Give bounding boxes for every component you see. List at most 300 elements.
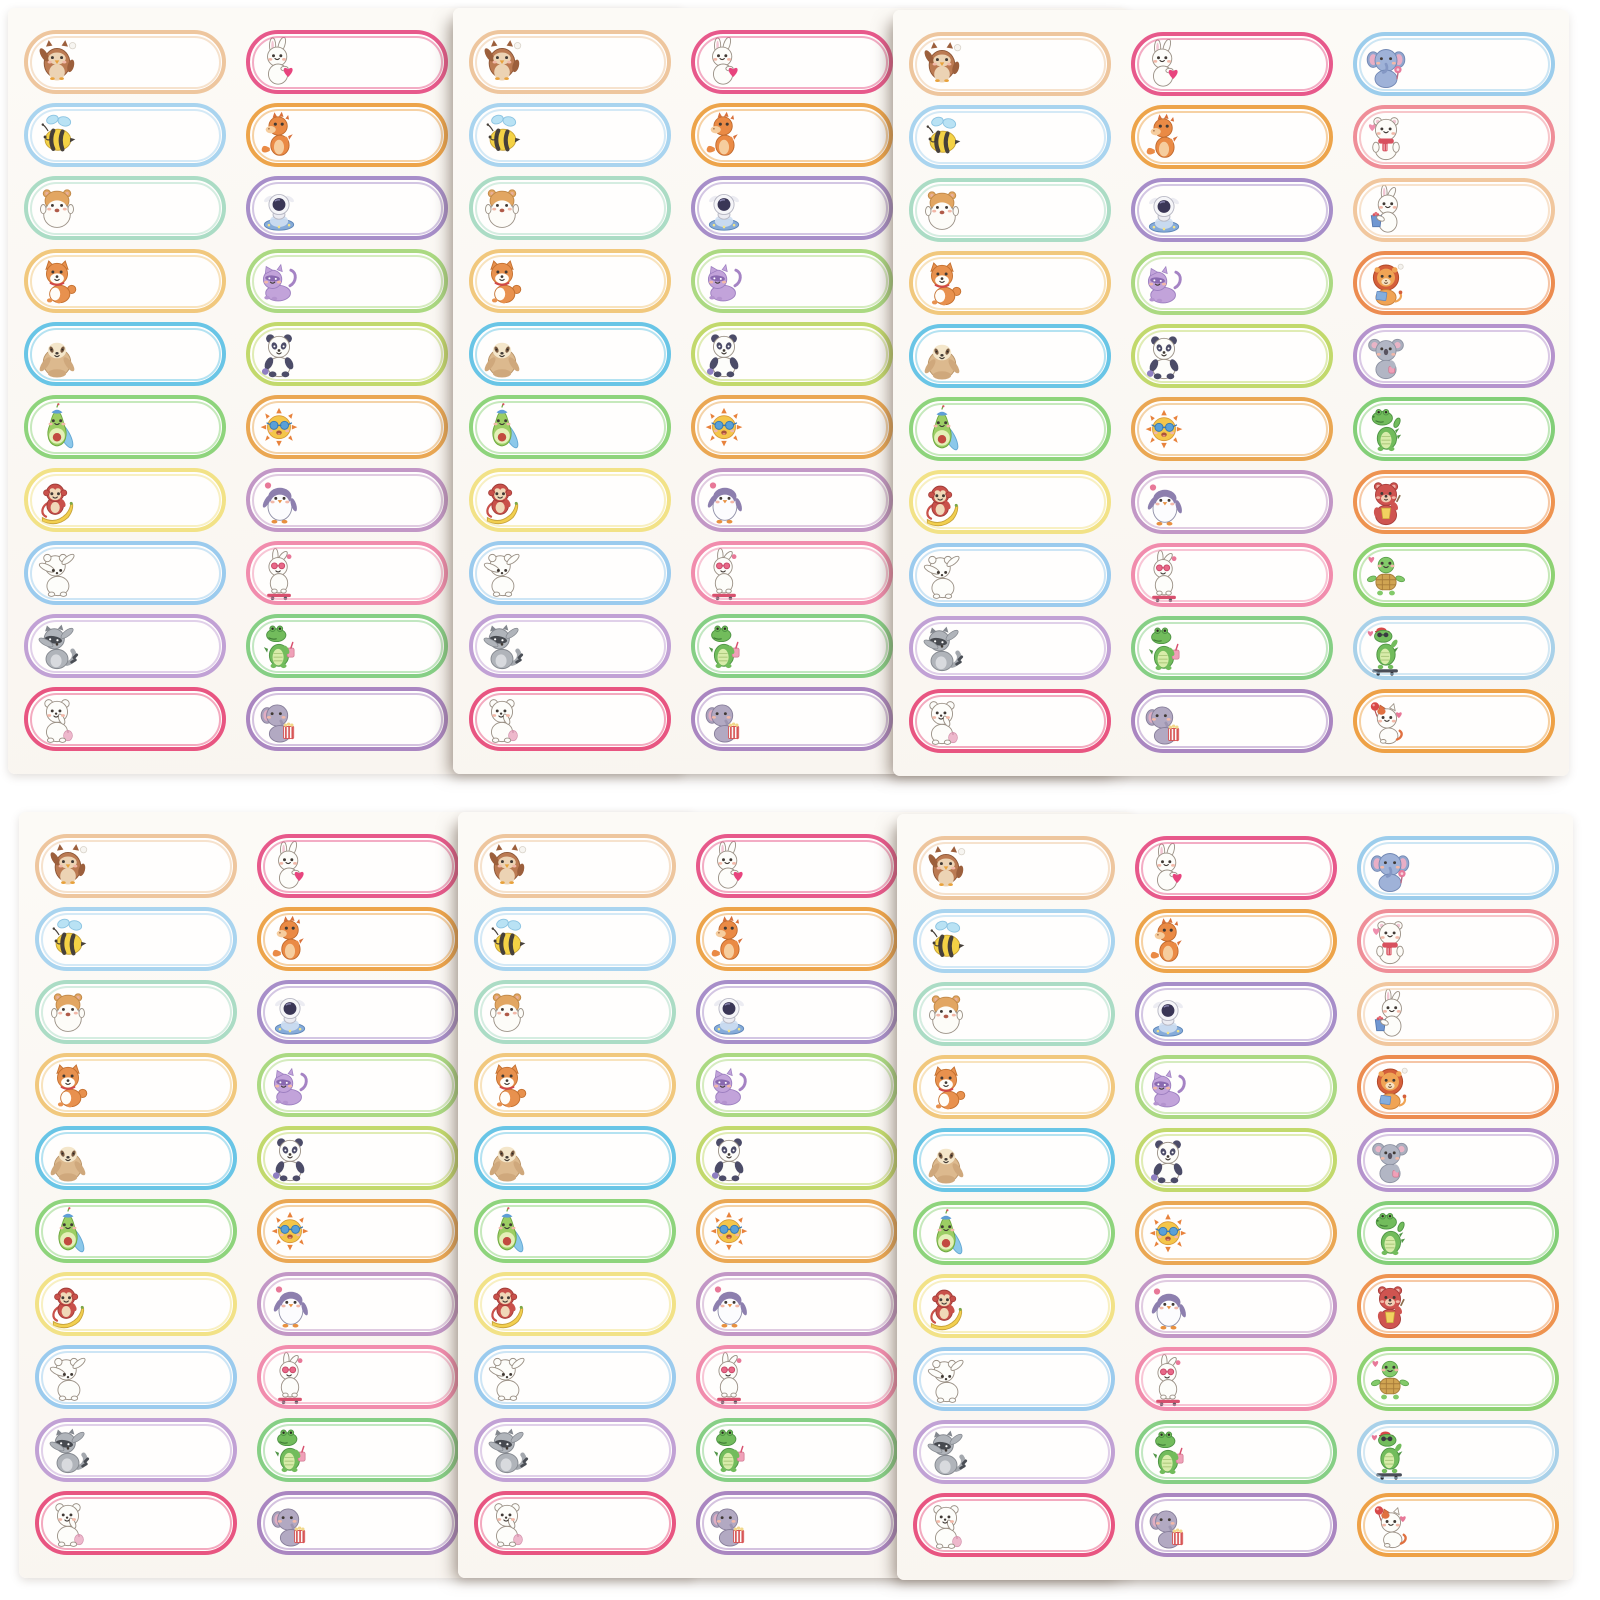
label-sun-with-sunglasses (246, 395, 448, 459)
label-avocado-surfer (35, 1199, 237, 1263)
blank-write-area (1193, 697, 1319, 745)
label-white-bear (24, 687, 226, 751)
blank-write-area (1193, 551, 1319, 599)
label-astronaut-on-ufo (1131, 178, 1333, 242)
label-koala (1353, 324, 1555, 388)
blank-write-area (536, 915, 662, 963)
blank-write-area (753, 549, 879, 597)
blank-write-area (971, 551, 1097, 599)
label-white-bear (909, 689, 1111, 753)
white-bear-icon (46, 1498, 90, 1552)
label-elephant-with-popcorn (696, 1491, 898, 1555)
blank-write-area (1415, 259, 1541, 307)
avocado-surfer-icon (480, 402, 524, 456)
orange-dragon-icon (1142, 112, 1186, 166)
blank-write-area (97, 842, 223, 890)
rabbit-on-skateboard-icon (707, 1352, 751, 1406)
bee-icon (924, 916, 968, 970)
label-panda (246, 322, 448, 386)
white-bear-icon (920, 696, 964, 750)
blank-write-area (1415, 478, 1541, 526)
blank-write-area (1415, 113, 1541, 161)
blank-write-area (971, 624, 1097, 672)
owl-icon (35, 37, 79, 91)
label-owl (913, 836, 1115, 900)
label-red-bear (1353, 470, 1555, 534)
croc-with-drink-icon (707, 1425, 751, 1479)
blank-write-area (97, 988, 223, 1036)
blank-write-area (1197, 917, 1323, 965)
penguin-icon (1146, 1281, 1190, 1335)
blank-write-area (97, 1499, 223, 1547)
raccoon-dab-icon (485, 1425, 529, 1479)
label-shiba-dog (24, 249, 226, 313)
turtle-icon (1364, 550, 1408, 604)
monkey-on-banana-icon (35, 475, 79, 529)
label-croc-with-drink (1131, 616, 1333, 680)
bee-icon (920, 112, 964, 166)
label-crocodile (1357, 1201, 1559, 1265)
avocado-surfer-icon (485, 1206, 529, 1260)
blank-write-area (1197, 1063, 1323, 1111)
sun-with-sunglasses-icon (257, 402, 301, 456)
penguin-icon (1142, 477, 1186, 531)
blank-write-area (536, 1061, 662, 1109)
label-croc-with-drink (257, 1418, 459, 1482)
blank-write-area (971, 40, 1097, 88)
blank-write-area (971, 697, 1097, 745)
blank-write-area (1419, 1355, 1545, 1403)
label-panda (691, 322, 893, 386)
blank-write-area (86, 38, 212, 86)
blank-write-area (319, 1280, 445, 1328)
koala-icon (1364, 331, 1408, 385)
blank-write-area (308, 695, 434, 743)
penguin-icon (707, 1279, 751, 1333)
avocado-surfer-icon (920, 404, 964, 458)
shiba-dog-icon (46, 1060, 90, 1114)
blank-write-area (319, 842, 445, 890)
astronaut-on-ufo-icon (257, 183, 301, 237)
blank-write-area (975, 1428, 1101, 1476)
blank-write-area (1415, 332, 1541, 380)
label-bear-with-scarf (1357, 909, 1559, 973)
label-croc-with-drink (691, 614, 893, 678)
blank-write-area (308, 38, 434, 86)
label-lion (1353, 251, 1555, 315)
hamster-icon (35, 183, 79, 237)
label-monkey-on-banana (469, 468, 671, 532)
elephant-with-lollipop-icon (1364, 39, 1408, 93)
blank-write-area (1419, 1282, 1545, 1330)
blank-write-area (758, 1280, 884, 1328)
label-owl (909, 32, 1111, 96)
owl-icon (480, 37, 524, 91)
rabbit-with-heart-icon (702, 37, 746, 91)
cat-with-balloon-icon (1368, 1500, 1412, 1554)
blank-write-area (97, 1061, 223, 1109)
sun-with-sunglasses-icon (1142, 404, 1186, 458)
label-cat-with-balloon (1353, 689, 1555, 753)
blank-write-area (975, 1282, 1101, 1330)
purple-cat-icon (1142, 258, 1186, 312)
blank-write-area (1419, 844, 1545, 892)
label-bee (909, 105, 1111, 169)
label-sun-with-sunglasses (1135, 1201, 1337, 1265)
penguin-icon (257, 475, 301, 529)
avocado-surfer-icon (35, 402, 79, 456)
blank-write-area (531, 257, 657, 305)
blank-write-area (758, 1207, 884, 1255)
label-polar-bear-dab (913, 1347, 1115, 1411)
blank-write-area (975, 1501, 1101, 1549)
label-hamster (469, 176, 671, 240)
blank-write-area (308, 184, 434, 232)
blank-write-area (1419, 1063, 1545, 1111)
purple-cat-icon (702, 256, 746, 310)
crocodile-icon (1368, 1208, 1412, 1262)
blank-write-area (753, 111, 879, 159)
label-penguin (1131, 470, 1333, 534)
label-red-bear (1357, 1274, 1559, 1338)
blank-write-area (1419, 1209, 1545, 1257)
blank-write-area (971, 332, 1097, 380)
avocado-surfer-icon (924, 1208, 968, 1262)
sloth-icon (46, 1133, 90, 1187)
orange-dragon-icon (1146, 916, 1190, 970)
label-koala (1357, 1128, 1559, 1192)
blank-write-area (971, 405, 1097, 453)
label-penguin (691, 468, 893, 532)
blank-write-area (531, 330, 657, 378)
blank-write-area (1197, 1428, 1323, 1476)
label-raccoon-dab (469, 614, 671, 678)
polar-bear-dab-icon (924, 1354, 968, 1408)
label-elephant-with-popcorn (691, 687, 893, 751)
label-bee (469, 103, 671, 167)
blank-write-area (1419, 1136, 1545, 1184)
label-avocado-surfer (469, 395, 671, 459)
label-raccoon-dab (913, 1420, 1115, 1484)
label-rabbit-with-heart (696, 834, 898, 898)
label-bee (474, 907, 676, 971)
rabbit-on-skateboard-icon (268, 1352, 312, 1406)
blank-write-area (1419, 917, 1545, 965)
white-bear-icon (480, 694, 524, 748)
label-elephant-with-popcorn (1135, 1493, 1337, 1557)
label-shiba-dog (913, 1055, 1115, 1119)
label-rabbit-on-skateboard (1135, 1347, 1337, 1411)
label-polar-bear-dab (35, 1345, 237, 1409)
label-bee (35, 907, 237, 971)
shiba-dog-icon (480, 256, 524, 310)
blank-write-area (531, 695, 657, 743)
blank-write-area (531, 111, 657, 159)
blank-write-area (975, 1063, 1101, 1111)
blank-write-area (758, 1426, 884, 1474)
blank-write-area (1415, 697, 1541, 745)
label-rabbit-with-heart (1135, 836, 1337, 900)
label-penguin (1135, 1274, 1337, 1338)
raccoon-dab-icon (924, 1427, 968, 1481)
label-purple-cat (246, 249, 448, 313)
label-purple-cat (1135, 1055, 1337, 1119)
blank-write-area (975, 990, 1101, 1038)
bee-icon (35, 110, 79, 164)
label-hamster (35, 980, 237, 1044)
blank-write-area (531, 549, 657, 597)
blank-write-area (86, 549, 212, 597)
raccoon-dab-icon (920, 623, 964, 677)
purple-cat-icon (1146, 1062, 1190, 1116)
panda-icon (1146, 1135, 1190, 1189)
elephant-with-lollipop-icon (1368, 843, 1412, 897)
lion-icon (1368, 1062, 1412, 1116)
label-croc-with-drink (246, 614, 448, 678)
blank-write-area (1193, 624, 1319, 672)
label-sun-with-sunglasses (1131, 397, 1333, 461)
blank-write-area (536, 1426, 662, 1474)
blank-write-area (531, 38, 657, 86)
owl-icon (46, 841, 90, 895)
polar-bear-dab-icon (485, 1352, 529, 1406)
blank-write-area (1415, 186, 1541, 234)
astronaut-on-ufo-icon (702, 183, 746, 237)
hamster-icon (46, 987, 90, 1041)
label-croc-with-drink (696, 1418, 898, 1482)
blank-write-area (753, 184, 879, 232)
blank-write-area (97, 1134, 223, 1182)
blank-write-area (1197, 1209, 1323, 1257)
blank-write-area (86, 111, 212, 159)
label-avocado-surfer (909, 397, 1111, 461)
blank-write-area (758, 842, 884, 890)
label-rabbit-with-cup (1357, 982, 1559, 1046)
label-panda (1131, 324, 1333, 388)
label-turtle (1357, 1347, 1559, 1411)
label-bee (913, 909, 1115, 973)
rabbit-with-heart-icon (1142, 39, 1186, 93)
label-rabbit-with-heart (257, 834, 459, 898)
label-croc-on-skateboard (1353, 616, 1555, 680)
penguin-icon (702, 475, 746, 529)
raccoon-dab-icon (35, 621, 79, 675)
croc-with-drink-icon (1146, 1427, 1190, 1481)
label-purple-cat (257, 1053, 459, 1117)
label-astronaut-on-ufo (1135, 982, 1337, 1046)
rabbit-on-skateboard-icon (1142, 550, 1186, 604)
blank-write-area (319, 1353, 445, 1401)
label-rabbit-with-heart (246, 30, 448, 94)
blank-write-area (319, 1134, 445, 1182)
shiba-dog-icon (485, 1060, 529, 1114)
sun-with-sunglasses-icon (268, 1206, 312, 1260)
blank-write-area (975, 1355, 1101, 1403)
blank-write-area (753, 257, 879, 305)
blank-write-area (536, 1499, 662, 1547)
shiba-dog-icon (35, 256, 79, 310)
bee-icon (480, 110, 524, 164)
polar-bear-dab-icon (46, 1352, 90, 1406)
croc-with-drink-icon (1142, 623, 1186, 677)
label-sloth (913, 1128, 1115, 1192)
blank-write-area (531, 622, 657, 670)
label-shiba-dog (35, 1053, 237, 1117)
blank-write-area (1193, 332, 1319, 380)
sun-with-sunglasses-icon (702, 402, 746, 456)
sun-with-sunglasses-icon (707, 1206, 751, 1260)
blank-write-area (1419, 990, 1545, 1038)
owl-icon (924, 843, 968, 897)
label-avocado-surfer (24, 395, 226, 459)
blank-write-area (308, 622, 434, 670)
shiba-dog-icon (924, 1062, 968, 1116)
white-bear-icon (924, 1500, 968, 1554)
blank-write-area (758, 1134, 884, 1182)
label-orange-dragon (1131, 105, 1333, 169)
label-sun-with-sunglasses (691, 395, 893, 459)
turtle-icon (1368, 1354, 1412, 1408)
blank-write-area (531, 184, 657, 232)
panda-icon (702, 329, 746, 383)
blank-write-area (753, 476, 879, 524)
astronaut-on-ufo-icon (1146, 989, 1190, 1043)
label-sloth (469, 322, 671, 386)
blank-write-area (536, 1353, 662, 1401)
blank-write-area (319, 1207, 445, 1255)
label-purple-cat (696, 1053, 898, 1117)
purple-cat-icon (268, 1060, 312, 1114)
sloth-icon (924, 1135, 968, 1189)
white-bear-icon (35, 694, 79, 748)
label-raccoon-dab (35, 1418, 237, 1482)
blank-write-area (1419, 1501, 1545, 1549)
label-raccoon-dab (24, 614, 226, 678)
blank-write-area (753, 695, 879, 743)
blank-write-area (971, 186, 1097, 234)
bee-icon (46, 914, 90, 968)
label-rabbit-on-skateboard (246, 541, 448, 605)
orange-dragon-icon (257, 110, 301, 164)
blank-write-area (531, 403, 657, 451)
blank-write-area (1197, 1282, 1323, 1330)
blank-write-area (536, 1207, 662, 1255)
croc-on-skateboard-icon (1368, 1427, 1412, 1481)
label-elephant-with-popcorn (1131, 689, 1333, 753)
blank-write-area (758, 1499, 884, 1547)
label-purple-cat (1131, 251, 1333, 315)
label-white-bear (913, 1493, 1115, 1557)
label-croc-with-drink (1135, 1420, 1337, 1484)
elephant-with-popcorn-icon (1142, 696, 1186, 750)
rabbit-on-skateboard-icon (702, 548, 746, 602)
label-hamster (909, 178, 1111, 242)
label-bee (24, 103, 226, 167)
bear-with-scarf-icon (1368, 916, 1412, 970)
sloth-icon (920, 331, 964, 385)
label-white-bear (474, 1491, 676, 1555)
label-rabbit-with-cup (1353, 178, 1555, 242)
blank-write-area (975, 1136, 1101, 1184)
white-bear-icon (485, 1498, 529, 1552)
elephant-with-popcorn-icon (707, 1498, 751, 1552)
sun-with-sunglasses-icon (1146, 1208, 1190, 1262)
blank-write-area (1193, 259, 1319, 307)
blank-write-area (758, 1061, 884, 1109)
sloth-icon (35, 329, 79, 383)
sloth-icon (485, 1133, 529, 1187)
blank-write-area (531, 476, 657, 524)
blank-write-area (1193, 405, 1319, 453)
blank-write-area (753, 330, 879, 378)
blank-write-area (319, 1499, 445, 1547)
hamster-icon (480, 183, 524, 237)
rabbit-with-cup-icon (1368, 989, 1412, 1043)
label-penguin (257, 1272, 459, 1336)
label-owl (35, 834, 237, 898)
label-monkey-on-banana (35, 1272, 237, 1336)
blank-write-area (975, 917, 1101, 965)
blank-write-area (1197, 990, 1323, 1038)
blank-write-area (1415, 40, 1541, 88)
blank-write-area (308, 111, 434, 159)
blank-write-area (308, 549, 434, 597)
polar-bear-dab-icon (480, 548, 524, 602)
label-crocodile (1353, 397, 1555, 461)
blank-write-area (758, 988, 884, 1036)
label-sloth (24, 322, 226, 386)
blank-write-area (86, 257, 212, 305)
label-orange-dragon (1135, 909, 1337, 973)
label-owl (474, 834, 676, 898)
blank-write-area (86, 330, 212, 378)
panda-icon (1142, 331, 1186, 385)
blank-write-area (86, 184, 212, 232)
blank-write-area (758, 915, 884, 963)
label-avocado-surfer (474, 1199, 676, 1263)
blank-write-area (1197, 1355, 1323, 1403)
label-rabbit-on-skateboard (696, 1345, 898, 1409)
label-elephant-with-lollipop (1357, 836, 1559, 900)
red-bear-icon (1368, 1281, 1412, 1335)
panda-icon (268, 1133, 312, 1187)
label-elephant-with-popcorn (257, 1491, 459, 1555)
monkey-on-banana-icon (485, 1279, 529, 1333)
monkey-on-banana-icon (920, 477, 964, 531)
label-orange-dragon (696, 907, 898, 971)
blank-write-area (1193, 113, 1319, 161)
blank-write-area (319, 1426, 445, 1474)
red-bear-icon (1364, 477, 1408, 531)
hamster-icon (920, 185, 964, 239)
label-orange-dragon (246, 103, 448, 167)
blank-write-area (1415, 405, 1541, 453)
elephant-with-popcorn-icon (1146, 1500, 1190, 1554)
label-rabbit-on-skateboard (1131, 543, 1333, 607)
label-monkey-on-banana (913, 1274, 1115, 1338)
blank-write-area (1193, 478, 1319, 526)
blank-write-area (308, 403, 434, 451)
label-panda (257, 1126, 459, 1190)
label-astronaut-on-ufo (696, 980, 898, 1044)
rabbit-with-cup-icon (1364, 185, 1408, 239)
blank-write-area (975, 844, 1101, 892)
label-monkey-on-banana (909, 470, 1111, 534)
label-avocado-surfer (913, 1201, 1115, 1265)
blank-write-area (97, 1280, 223, 1328)
croc-with-drink-icon (268, 1425, 312, 1479)
label-grid (893, 10, 1569, 776)
